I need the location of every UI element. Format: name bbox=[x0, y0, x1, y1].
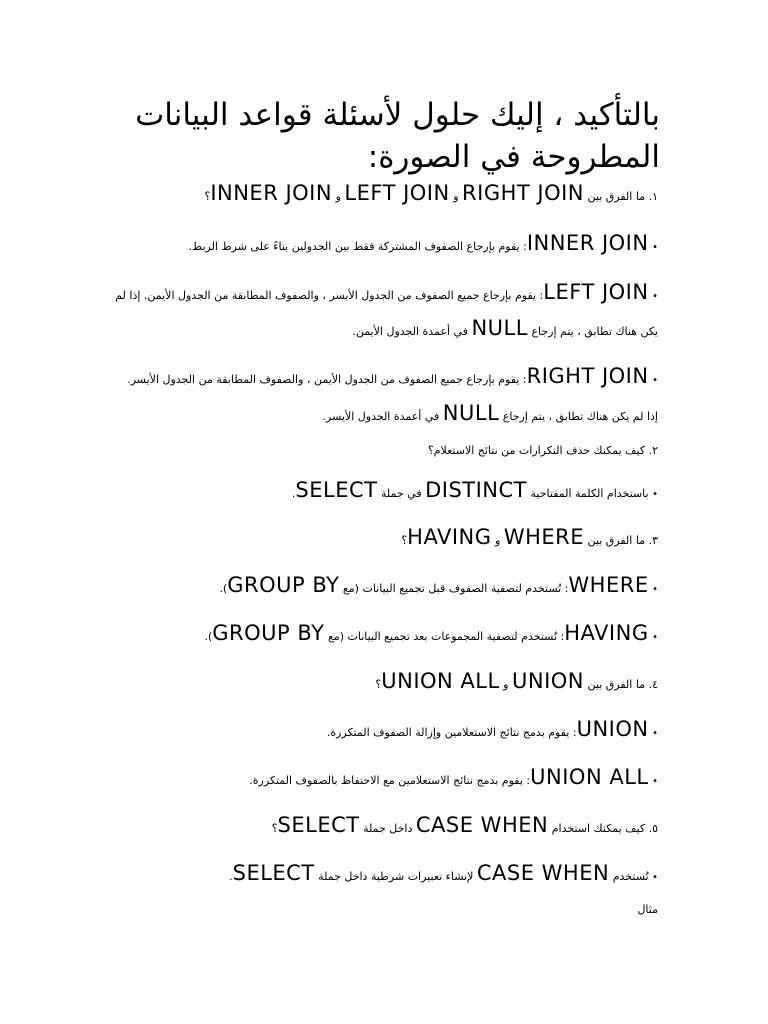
bullet: • bbox=[652, 291, 658, 302]
answer-where: • WHERE: تُستخدم لتصفية الصفوف قبل تجميع البيانات (مع GROUP BY). bbox=[219, 573, 658, 597]
term-inner-join: INNER JOIN bbox=[210, 181, 333, 205]
answer-having: • HAVING: تُستخدم لتصفية المجموعات بعد تجميع البيانات (مع GROUP BY). bbox=[204, 621, 658, 645]
question-2: ٢. كيف يمكنك حذف التكرارات من نتائج الاستعلام؟ bbox=[427, 444, 658, 457]
bullet: • bbox=[652, 776, 658, 787]
answer-left-join-cont: يكن هناك تطابق ، يتم إرجاع NULL في أعمدة الجدول الأيمن. bbox=[352, 316, 658, 340]
bullet: • bbox=[652, 872, 658, 883]
page-title bbox=[60, 94, 660, 178]
example-label: مثال bbox=[637, 903, 658, 916]
title-line-1: بالتأكيد ، إليك حلول لأسئلة قواعد البيانات bbox=[135, 97, 660, 133]
bullet: • bbox=[652, 242, 658, 253]
answer-left-join: • LEFT JOIN: يقوم بإرجاع جميع الصفوف من الجدول الأيسر ، والصفوف المطابقة من الجدول الأيمن. إذا لم bbox=[115, 280, 658, 304]
title-line-2: المطروحة في الصورة: bbox=[367, 139, 660, 175]
bullet: • bbox=[652, 375, 658, 386]
question-3: ٣. ما الفرق بين WHERE و HAVING؟ bbox=[401, 525, 658, 549]
term-left-join: LEFT JOIN bbox=[344, 181, 450, 205]
answer-union: • UNION: يقوم بدمج نتائج الاستعلامين وإزالة الصفوف المتكررة. bbox=[326, 717, 658, 741]
question-1: ١. ما الفرق بين RIGHT JOIN و LEFT JOIN و INNER JOIN؟ bbox=[204, 181, 658, 205]
bullet: • bbox=[652, 489, 658, 500]
answer-right-join: • RIGHT JOIN: يقوم بإرجاع جميع الصفوف من الجدول الأيمن ، والصفوف المطابقة من الجدول الأيسر. bbox=[127, 364, 658, 388]
term-right-join: RIGHT JOIN bbox=[462, 181, 585, 205]
answer-right-join-cont: إذا لم يكن هناك تطابق ، يتم إرجاع NULL في أعمدة الجدول الأيسر. bbox=[322, 401, 658, 425]
bullet: • bbox=[652, 728, 658, 739]
bullet: • bbox=[652, 632, 658, 643]
question-5: ٥. كيف يمكنك استخدام CASE WHEN داخل جملة SELECT؟ bbox=[271, 813, 658, 837]
answer-distinct: • باستخدام الكلمة المفتاحية DISTINCT في جملة SELECT. bbox=[291, 478, 658, 502]
question-4: ٤. ما الفرق بين UNION و UNION ALL؟ bbox=[375, 669, 658, 693]
answer-inner-join: • INNER JOIN: يقوم بإرجاع الصفوف المشتركة فقط بين الجدولين بناءً على شرط الربط. bbox=[188, 231, 658, 255]
answer-case-when: • تُستخدم CASE WHEN لإنشاء تعبيرات شرطية داخل جملة SELECT. bbox=[229, 861, 658, 885]
answer-union-all: • UNION ALL: يقوم بدمج نتائج الاستعلامين مع الاحتفاظ بالصفوف المتكررة. bbox=[249, 765, 658, 789]
bullet: • bbox=[652, 584, 658, 595]
